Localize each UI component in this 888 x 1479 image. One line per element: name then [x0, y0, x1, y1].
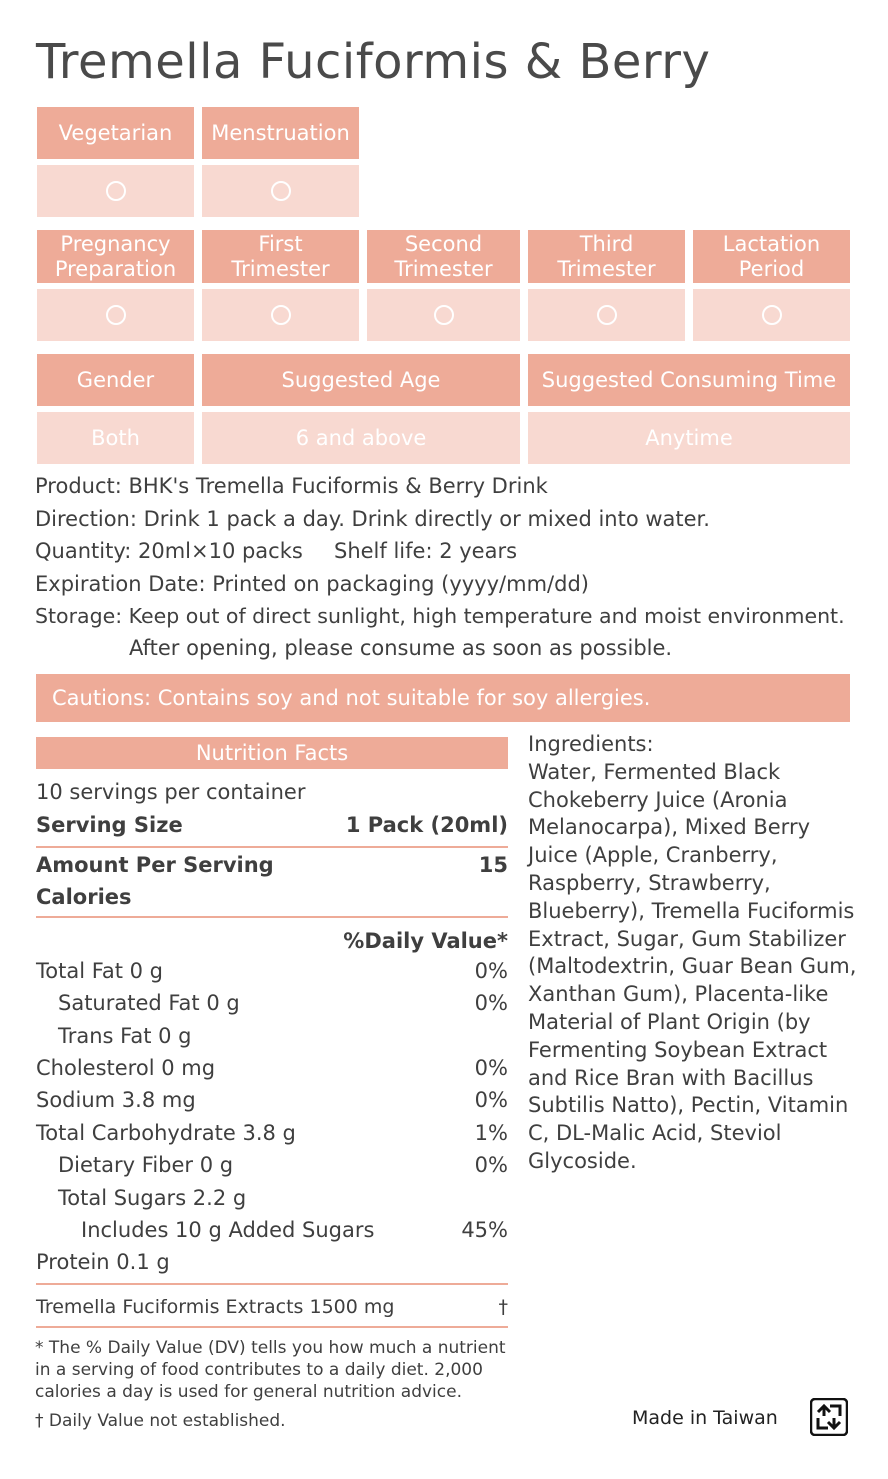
recycle-icon	[810, 1398, 848, 1436]
serving-size-label: Serving Size	[36, 813, 183, 837]
suggested-age-value: 6 and above	[202, 412, 520, 464]
nutrient-label: Total Fat 0 g	[36, 959, 164, 983]
nutrient-row	[36, 1218, 508, 1242]
daily-value-header-text: %Daily Value*	[343, 929, 508, 953]
third-trimester-mark	[528, 289, 685, 341]
header-first-trimester: First Trimester	[202, 230, 359, 283]
amount-per-serving-row	[36, 853, 508, 877]
nutrient-value: 0%	[474, 1088, 508, 1112]
header-lactation-period: Lactation Period	[693, 230, 850, 283]
nutrient-row	[36, 1121, 508, 1145]
pregnancy-preparation-mark	[37, 289, 194, 341]
nutrient-value: 1%	[474, 1121, 508, 1145]
daily-value-footnote: * The % Daily Value (DV) tells you how much a nutrient in a serving of food contributes to a daily diet. 2,000 calories a day is used for general nutrition advice.	[35, 1338, 506, 1402]
nutrient-value: 0%	[474, 959, 508, 983]
divider	[36, 1326, 508, 1328]
nutrient-label: Total Carbohydrate 3.8 g	[36, 1121, 296, 1145]
extract-label: Tremella Fuciformis Extracts 1500 mg	[36, 1296, 395, 1318]
header-suggested-consuming-time: Suggested Consuming Time	[528, 354, 850, 406]
header-vegetarian: Vegetarian	[37, 107, 194, 159]
vegetarian-mark	[37, 165, 194, 217]
serving-size-row	[36, 813, 508, 837]
extract-row	[36, 1296, 508, 1318]
first-trimester-mark	[202, 289, 359, 341]
calories-value: 15	[478, 853, 508, 877]
circle-icon	[434, 305, 454, 325]
divider	[36, 846, 508, 848]
nutrient-row	[36, 1250, 508, 1274]
circle-icon	[106, 181, 126, 201]
amount-per-serving-label: Amount Per Serving	[36, 853, 274, 877]
circle-icon	[106, 305, 126, 325]
header-second-trimester: Second Trimester	[367, 230, 520, 283]
shelf-life-line: Shelf life: 2 years	[334, 539, 518, 563]
nutrition-facts-heading: Nutrition Facts	[36, 737, 508, 769]
quantity-line: Quantity: 20ml×10 packs	[35, 539, 303, 563]
nutrient-label: Trans Fat 0 g	[58, 1024, 192, 1048]
made-in-label: Made in Taiwan	[632, 1407, 778, 1429]
nutrient-label: Sodium 3.8 mg	[36, 1088, 196, 1112]
header-pregnancy-preparation: Pregnancy Preparation	[37, 230, 194, 283]
header-menstruation: Menstruation	[202, 107, 359, 159]
extract-value: †	[498, 1296, 508, 1318]
nutrient-row	[36, 1088, 508, 1112]
ingredients-text: Water, Fermented Black Chokeberry Juice (Aronia Melanocarpa), Mixed Berry Juice (Apple, Cranberry, Raspberry, Strawberry, Blueberry), Tremella Fuciformis Extract, Sugar, Gum Stabilizer (Maltodextrin, Guar Bean Gum, Xanthan Gum), Placenta-like Material of Plant Origin (by Fermenting Soybean Extract and Rice Bran with Bacillus Subtilis Natto), Pectin, Vitamin C, DL-Malic Acid, Steviol Glycoside.	[528, 759, 857, 1173]
nutrient-value: 0%	[474, 1153, 508, 1177]
nutrient-row	[36, 991, 508, 1015]
servings-text: 10 servings per container	[36, 780, 306, 804]
nutrient-label: Protein 0.1 g	[36, 1250, 170, 1274]
circle-icon	[271, 181, 291, 201]
product-line: Product: BHK's Tremella Fuciformis & Berry Drink	[35, 474, 548, 498]
calories-row	[36, 885, 508, 909]
expiration-line: Expiration Date: Printed on packaging (yyyy/mm/dd)	[35, 572, 589, 596]
circle-icon	[271, 305, 291, 325]
circle-icon	[762, 305, 782, 325]
nutrient-value: 0%	[474, 991, 508, 1015]
nutrient-row	[36, 1024, 508, 1048]
storage-line-2: After opening, please consume as soon as possible.	[129, 636, 673, 660]
caution-banner: Cautions: Contains soy and not suitable for soy allergies.	[36, 674, 850, 722]
ingredients-block	[528, 731, 858, 1176]
header-suggested-age: Suggested Age	[202, 354, 520, 406]
nutrient-label: Includes 10 g Added Sugars	[81, 1218, 375, 1242]
nutrient-row	[36, 1186, 508, 1210]
consuming-time-value: Anytime	[528, 412, 850, 464]
product-title: Tremella Fuciformis & Berry	[36, 34, 711, 90]
daily-value-header	[36, 929, 508, 953]
lactation-period-mark	[693, 289, 850, 341]
divider	[36, 1283, 508, 1285]
nutrient-row	[36, 1056, 508, 1080]
circle-icon	[597, 305, 617, 325]
nutrient-value: 0%	[474, 1056, 508, 1080]
second-trimester-mark	[367, 289, 520, 341]
divider	[36, 916, 508, 918]
nutrient-row	[36, 1153, 508, 1177]
dagger-footnote: † Daily Value not established.	[35, 1411, 286, 1431]
header-third-trimester: Third Trimester	[528, 230, 685, 283]
nutrient-value: 45%	[461, 1218, 508, 1242]
nutrient-label: Cholesterol 0 mg	[36, 1056, 216, 1080]
serving-size-value: 1 Pack (20ml)	[345, 813, 508, 837]
direction-line: Direction: Drink 1 pack a day. Drink directly or mixed into water.	[35, 507, 710, 531]
nutrient-label: Dietary Fiber 0 g	[58, 1153, 234, 1177]
header-gender: Gender	[37, 354, 194, 406]
servings-per-container	[36, 780, 508, 804]
calories-label: Calories	[36, 885, 132, 909]
nutrient-label: Total Sugars 2.2 g	[58, 1186, 247, 1210]
nutrient-label: Saturated Fat 0 g	[58, 991, 240, 1015]
ingredients-heading: Ingredients:	[528, 732, 654, 756]
nutrient-row	[36, 959, 508, 983]
menstruation-mark	[202, 165, 359, 217]
gender-value: Both	[37, 412, 194, 464]
storage-line: Storage: Keep out of direct sunlight, high temperature and moist environment.	[35, 604, 845, 628]
